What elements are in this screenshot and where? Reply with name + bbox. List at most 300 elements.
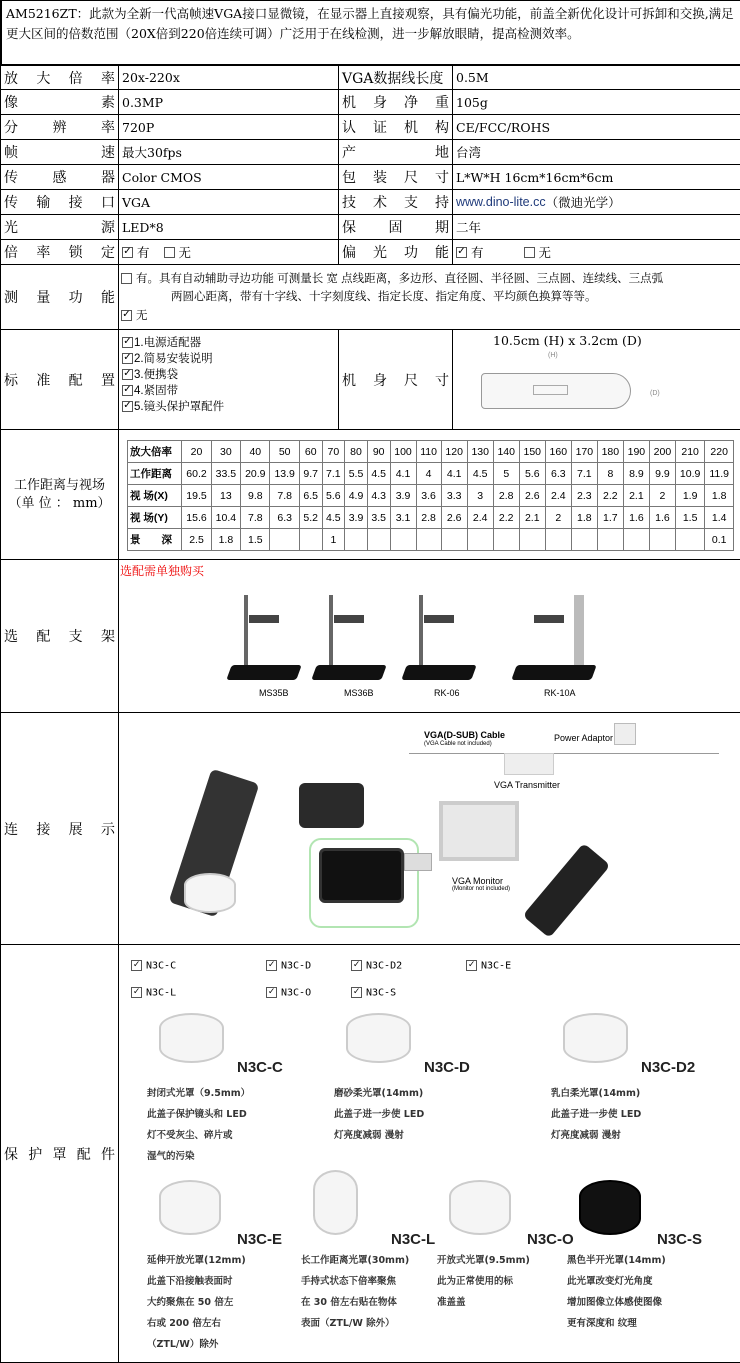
cover-image (449, 1180, 511, 1235)
table-cell: 4.5 (367, 463, 390, 485)
stands-note: 选配需单独购买 (120, 564, 205, 578)
label-char: 保 (342, 220, 356, 236)
table-cell: 1.6 (649, 507, 675, 529)
standard-item-label: 3.便携袋 (134, 369, 179, 381)
covers-section (1, 945, 740, 1363)
label-char: 倍 (68, 70, 83, 87)
table-cell: 210 (675, 441, 704, 463)
spec-label (1, 115, 119, 139)
spec-value-2-note: （微迪光学） (545, 195, 621, 210)
spec-row (1, 66, 740, 90)
label-char: 术 (373, 195, 387, 211)
table-cell: 3 (467, 485, 493, 507)
table-cell: 2.1 (623, 485, 649, 507)
checkbox-checked[interactable]: ✓ (123, 336, 132, 348)
cover-name: N3C-D (424, 1059, 470, 1076)
cover-desc: 此光罩改变灯光角度 (567, 1276, 653, 1287)
standard-section (1, 330, 740, 430)
spec-value-2 (453, 66, 740, 89)
cover-name: N3C-S (657, 1231, 703, 1248)
table-cell: 6.5 (299, 485, 322, 507)
label-char: 能 (435, 245, 449, 261)
connection-section (1, 713, 740, 945)
label-char: 感 (52, 170, 67, 186)
checkbox-unchecked[interactable] (164, 247, 175, 258)
cover-checkbox[interactable] (351, 987, 396, 999)
standard-item-label: 1.电源适配器 (134, 337, 202, 349)
table-cell: 2 (545, 507, 571, 529)
label-char: 装 (373, 170, 387, 186)
spec-label-2 (339, 165, 453, 189)
table-cell: 200 (649, 441, 675, 463)
product-intro: AM5216ZT：此款为全新一代高帧速VGA接口显微镜，在显示器上直接观察，具有偏光功能，前盖全新优化设计可拆卸和交换,满足更大区间的倍数范围（20X倍到220倍连续可调）广泛用于在线检测，进一步解放眼睛，提高检测效率。 (1, 0, 740, 66)
checkbox-checked[interactable]: ✓ (457, 245, 466, 257)
spec-row (1, 215, 740, 240)
cover-name: N3C-D2 (641, 1059, 696, 1076)
label-char: 功 (404, 245, 418, 261)
option-yes: 有 (471, 245, 484, 260)
checkbox-checked[interactable]: ✓ (351, 960, 362, 971)
table-cell (597, 529, 623, 551)
cover-desc: 此盖下沿接触表面时 (147, 1276, 233, 1287)
table-cell: 2.6 (441, 507, 467, 529)
stand-image (519, 595, 589, 680)
label-char: 准 (36, 372, 51, 389)
spec-value-2 (453, 140, 740, 164)
standard-item-label: 5.镜头保护罩配件 (134, 401, 225, 413)
cover-checkbox[interactable] (351, 960, 402, 972)
label-char: 罩 (52, 1146, 67, 1163)
standard-item (122, 350, 213, 366)
table-cell (345, 529, 368, 551)
section-label (1, 945, 119, 1362)
stand-image (409, 595, 479, 680)
table-cell: 0.1 (705, 529, 734, 551)
cover-image (563, 1013, 628, 1063)
table-cell: 160 (545, 441, 571, 463)
checkbox-checked[interactable]: ✓ (266, 960, 277, 971)
label-char: 测 (4, 290, 18, 306)
label-char: 重 (435, 95, 449, 111)
wd-unit: （单 位 ： mm） (8, 495, 111, 511)
table-cell: 9.9 (649, 463, 675, 485)
cover-desc: 长工作距离光罩(30mm) (301, 1255, 410, 1266)
spec-row (1, 115, 740, 140)
working-distance-section (1, 430, 740, 560)
table-cell: 景 深 (128, 529, 182, 551)
label-char: 配 (68, 372, 83, 389)
table-cell: 7.8 (241, 507, 270, 529)
label-char: 机 (342, 372, 356, 389)
spec-value-2-text: 105g (456, 94, 488, 110)
label-char: 尺 (404, 372, 418, 389)
checkbox-checked[interactable]: ✓ (351, 987, 362, 998)
table-cell: 工作距离 (128, 463, 182, 485)
label-char: 连 (4, 821, 18, 838)
table-cell: 4.9 (345, 485, 368, 507)
stand-name: RK-06 (434, 688, 460, 698)
spec-label-2 (339, 240, 453, 264)
spec-value-2-text: L*W*H 16cm*16cm*6cm (456, 169, 614, 185)
checkbox-checked[interactable]: ✓ (122, 309, 131, 321)
polarizer-options (453, 240, 740, 264)
table-cell: 4.5 (467, 463, 493, 485)
label-char: 展 (68, 821, 83, 838)
measure-text-2: 两圆心距离，带有十字线、十字刻度线、指定长度、指定角度、平均颜色换算等等。 (171, 291, 597, 303)
spec-label-2 (339, 140, 453, 164)
spec-label (1, 140, 119, 164)
label-char: 认 (342, 120, 356, 136)
cover-desc: （ZTL/W）除外 (147, 1339, 219, 1350)
label-char: 标 (4, 372, 18, 389)
spec-value-2 (453, 215, 740, 239)
label-char: 传 (4, 195, 18, 211)
label-char: 构 (435, 120, 449, 136)
table-cell: 110 (416, 441, 441, 463)
cover-desc: 右或 200 倍左右 (147, 1318, 221, 1329)
option-yes: 有 (137, 245, 150, 260)
cover-desc: 此盖子保护镜头和 LED (147, 1109, 247, 1120)
spec-value-2-text: CE/FCC/ROHS (456, 119, 551, 135)
spec-value-2 (453, 90, 740, 114)
table-cell: 2.1 (519, 507, 545, 529)
label-char: 放 (4, 70, 18, 87)
table-cell: 1 (322, 529, 345, 551)
cover-image (313, 1170, 358, 1235)
table-cell: 6.3 (270, 507, 299, 529)
spec-value: LED*8 (119, 215, 339, 239)
cover-name: N3C-E (237, 1231, 283, 1248)
label-char: 大 (36, 70, 51, 87)
cover-checkbox[interactable] (131, 960, 176, 972)
cover-desc: 此为正常使用的标 (437, 1276, 514, 1287)
spec-value-2 (453, 165, 740, 189)
table-cell: 9.8 (241, 485, 270, 507)
table-cell: 2.2 (597, 485, 623, 507)
label-char: 器 (101, 170, 115, 186)
label-char: 保 (4, 1146, 18, 1163)
checkbox-checked[interactable]: ✓ (131, 960, 142, 971)
spec-value: 20x-220x (119, 66, 339, 89)
cover-check-label: N3C-O (281, 987, 312, 999)
cover-image (346, 1013, 411, 1063)
table-cell: 150 (519, 441, 545, 463)
checkbox-checked[interactable]: ✓ (123, 384, 132, 396)
cover-desc: 灯亮度减弱 漫射 (551, 1130, 621, 1141)
label-char: 选 (4, 629, 18, 645)
label-char: 能 (100, 290, 115, 306)
option-no: 无 (178, 245, 192, 260)
table-cell: 120 (441, 441, 467, 463)
standard-list (119, 330, 339, 429)
table-cell: 4.3 (367, 485, 390, 507)
grip-icon (533, 385, 568, 395)
label-char: 机 (404, 120, 418, 136)
table-cell: 4.1 (441, 463, 467, 485)
table-cell: 2.2 (493, 507, 519, 529)
working-distance-table (127, 440, 734, 551)
checkbox-unchecked[interactable] (524, 247, 535, 258)
table-cell: 3.1 (390, 507, 416, 529)
label-char: 技 (342, 195, 356, 211)
power-adaptor-image (614, 723, 636, 745)
standard-item-label: 4.紧固带 (134, 385, 179, 397)
stand-image (319, 595, 389, 680)
section-label (1, 330, 119, 429)
cap-image (184, 873, 236, 913)
dim-h: (H) (548, 352, 558, 359)
cover-check-label: N3C-D2 (366, 960, 403, 972)
table-cell: 1.5 (241, 529, 270, 551)
spec-value-2 (453, 190, 740, 214)
spec-label (1, 240, 119, 264)
spec-label (1, 165, 119, 189)
label-char: VGA数据线长度 (342, 70, 444, 87)
cover-checkbox[interactable] (131, 987, 176, 999)
cover-desc: 黑色半开光罩(14mm) (567, 1255, 666, 1266)
label-char: 光 (373, 245, 387, 261)
section-label (1, 560, 119, 712)
cover-desc: 延伸开放光罩(12mm) (147, 1255, 246, 1266)
stands-section (1, 560, 740, 713)
spec-value: VGA (119, 190, 339, 214)
label-char: 率 (101, 120, 115, 136)
cover-image (159, 1013, 224, 1063)
spec-value-2-text: 0.5M (456, 70, 489, 85)
table-cell: 3.9 (345, 507, 368, 529)
spec-value: 720P (119, 115, 339, 139)
cover-desc: 磨砂柔光罩(14mm) (334, 1088, 424, 1099)
stand-name: MS36B (344, 688, 374, 698)
table-row (128, 529, 734, 551)
cover-desc: 准盖盖 (437, 1297, 466, 1308)
cover-desc: 手持式状态下倍率聚焦 (301, 1276, 397, 1287)
label-char: 口 (100, 195, 115, 211)
spec-value-2 (453, 115, 740, 139)
spec-label (1, 190, 119, 214)
table-cell: 8.9 (623, 463, 649, 485)
checkbox-checked[interactable]: ✓ (123, 368, 132, 380)
spec-value: Color CMOS (119, 165, 339, 189)
table-cell: 20.9 (241, 463, 270, 485)
table-cell: 70 (322, 441, 345, 463)
cover-desc: 开放式光罩(9.5mm) (437, 1255, 530, 1266)
table-row (128, 463, 734, 485)
spec-row (1, 165, 740, 190)
table-cell: 视 场(Y) (128, 507, 182, 529)
label-char: 件 (101, 1146, 115, 1163)
cover-checkbox[interactable] (266, 960, 311, 972)
cover-checkbox[interactable] (266, 987, 311, 999)
table-cell: 4.1 (390, 463, 416, 485)
table-cell: 2.3 (571, 485, 597, 507)
table-cell: 3.6 (416, 485, 441, 507)
section-label (1, 713, 119, 944)
cover-check-label: N3C-S (366, 987, 397, 999)
table-row (128, 507, 734, 529)
standard-item-label: 2.简易安装说明 (134, 353, 213, 365)
spec-value-2-text[interactable]: www.dino-lite.cc (456, 195, 546, 209)
body-size-figure (453, 330, 740, 429)
spec-label (1, 215, 119, 239)
measure-section (1, 265, 740, 330)
table-cell: 7.8 (270, 485, 299, 507)
cover-desc: 灯亮度减弱 漫射 (334, 1130, 404, 1141)
spec-label-2 (339, 115, 453, 139)
checkbox-checked[interactable]: ✓ (131, 987, 142, 998)
table-cell: 5.2 (299, 507, 322, 529)
cable-line (409, 753, 719, 754)
label-char: 源 (101, 220, 115, 236)
cover-desc: 此盖子进一步使 LED (334, 1109, 425, 1120)
table-cell (623, 529, 649, 551)
table-cell: 40 (241, 441, 270, 463)
table-cell (519, 529, 545, 551)
label-char: 率 (36, 245, 51, 261)
table-cell: 190 (623, 441, 649, 463)
table-cell: 100 (390, 441, 416, 463)
label-char: 接 (68, 195, 83, 211)
label-char: 量 (36, 290, 51, 306)
table-cell: 15.6 (182, 507, 211, 529)
table-cell: 1.9 (675, 485, 704, 507)
label-char: 接 (36, 821, 51, 838)
spec-label-2 (339, 90, 453, 114)
table-cell: 2.5 (182, 529, 211, 551)
label-char: 尺 (404, 170, 418, 186)
table-cell: 5.6 (322, 485, 345, 507)
spec-row (1, 190, 740, 215)
label-char: 净 (404, 95, 418, 111)
cable-label: VGA(D-SUB) Cable (424, 730, 506, 740)
measure-text-1: 有。具有自动辅助寻边功能 可测量长 宽 点线距离，多边形、直径圆、半径圆、三点圆、连续线、三点弧 (136, 273, 664, 285)
standard-item (122, 398, 224, 414)
table-cell: 2.6 (519, 485, 545, 507)
spec-label (1, 90, 119, 114)
vga-transmitter-image (504, 753, 554, 775)
spec-value: 最大30fps (119, 140, 339, 164)
table-cell: 2.4 (545, 485, 571, 507)
label-char: 定 (100, 245, 115, 261)
table-cell: 80 (345, 441, 368, 463)
table-cell: 2 (649, 485, 675, 507)
table-cell: 3.3 (441, 485, 467, 507)
table-cell: 7.1 (322, 463, 345, 485)
covers-body (119, 945, 740, 1362)
cover-desc: 封闭式光罩（9.5mm） (147, 1088, 251, 1099)
spec-value-2-text: 二年 (456, 220, 482, 235)
cover-checkbox[interactable] (466, 960, 511, 972)
table-cell (441, 529, 467, 551)
highlight (309, 838, 419, 928)
table-cell (299, 529, 322, 551)
label-char: 期 (435, 220, 449, 236)
table-cell: 9.7 (299, 463, 322, 485)
label-char: 配 (76, 1146, 91, 1163)
label-char: 支 (404, 195, 418, 211)
table-cell: 视 场(X) (128, 485, 182, 507)
label-char: 辨 (52, 120, 67, 136)
label-char: 分 (4, 120, 18, 136)
table-cell: 5.6 (519, 463, 545, 485)
table-cell (493, 529, 519, 551)
label-char: 寸 (435, 372, 449, 389)
label-char: 传 (4, 170, 18, 186)
spec-value-2-text: 台湾 (456, 145, 482, 160)
checkbox-checked[interactable]: ✓ (123, 400, 132, 412)
cover-check-label: N3C-C (146, 960, 177, 972)
table-cell: 19.5 (182, 485, 211, 507)
spec-row-lock (1, 240, 740, 265)
checkbox-unchecked[interactable] (121, 273, 132, 284)
cover-desc: 乳白柔光罩(14mm) (551, 1088, 641, 1099)
checkbox-checked[interactable]: ✓ (266, 987, 277, 998)
label-char: 速 (101, 145, 115, 161)
table-cell: 50 (270, 441, 299, 463)
spec-label-2 (339, 66, 453, 89)
table-cell: 30 (211, 441, 240, 463)
checkbox-checked[interactable]: ✓ (123, 352, 132, 364)
table-cell (675, 529, 704, 551)
table-cell: 1.4 (705, 507, 734, 529)
table-cell: 4 (416, 463, 441, 485)
checkbox-checked[interactable]: ✓ (123, 245, 132, 257)
table-cell (270, 529, 299, 551)
stand-image (234, 595, 304, 680)
measure-body (119, 265, 740, 329)
table-cell: 3.5 (367, 507, 390, 529)
label-char: 像 (4, 95, 18, 111)
table-cell: 8 (597, 463, 623, 485)
table-cell: 5 (493, 463, 519, 485)
cover-image (579, 1180, 641, 1235)
standard-item (122, 382, 178, 398)
table-row (128, 485, 734, 507)
table-cell: 6.3 (545, 463, 571, 485)
cover-check-label: N3C-D (281, 960, 312, 972)
cover-desc: 湿气的污染 (147, 1151, 195, 1162)
adaptor-label: Power Adaptor (554, 733, 614, 743)
label-char: 机 (342, 95, 356, 111)
table-cell: 7.1 (571, 463, 597, 485)
checkbox-checked[interactable]: ✓ (466, 960, 477, 971)
spec-row (1, 140, 740, 165)
cover-desc: 在 30 倍左右贴在物体 (301, 1297, 397, 1308)
label-char: 置 (100, 372, 115, 389)
cover-check-label: N3C-E (481, 960, 512, 972)
table-cell: 13 (211, 485, 240, 507)
standard-item (122, 334, 201, 350)
label-char: 配 (36, 629, 51, 645)
table-cell: 放大倍率 (128, 441, 182, 463)
table-cell: 220 (705, 441, 734, 463)
table-cell: 33.5 (211, 463, 240, 485)
label-char: 护 (28, 1146, 43, 1163)
cover-name: N3C-O (527, 1231, 574, 1248)
spec-label-2 (339, 190, 453, 214)
spec-label-2 (339, 215, 453, 239)
cover-image (159, 1180, 221, 1235)
wd-title: 工作距离与视场 (13, 477, 105, 493)
table-cell: 1.7 (597, 507, 623, 529)
table-cell: 170 (571, 441, 597, 463)
table-cell: 1.8 (571, 507, 597, 529)
table-cell: 1.8 (705, 485, 734, 507)
section-label (1, 430, 119, 559)
cover-check-label: N3C-L (146, 987, 177, 999)
label-char: 支 (68, 629, 83, 645)
option-no: 无 (538, 245, 552, 260)
